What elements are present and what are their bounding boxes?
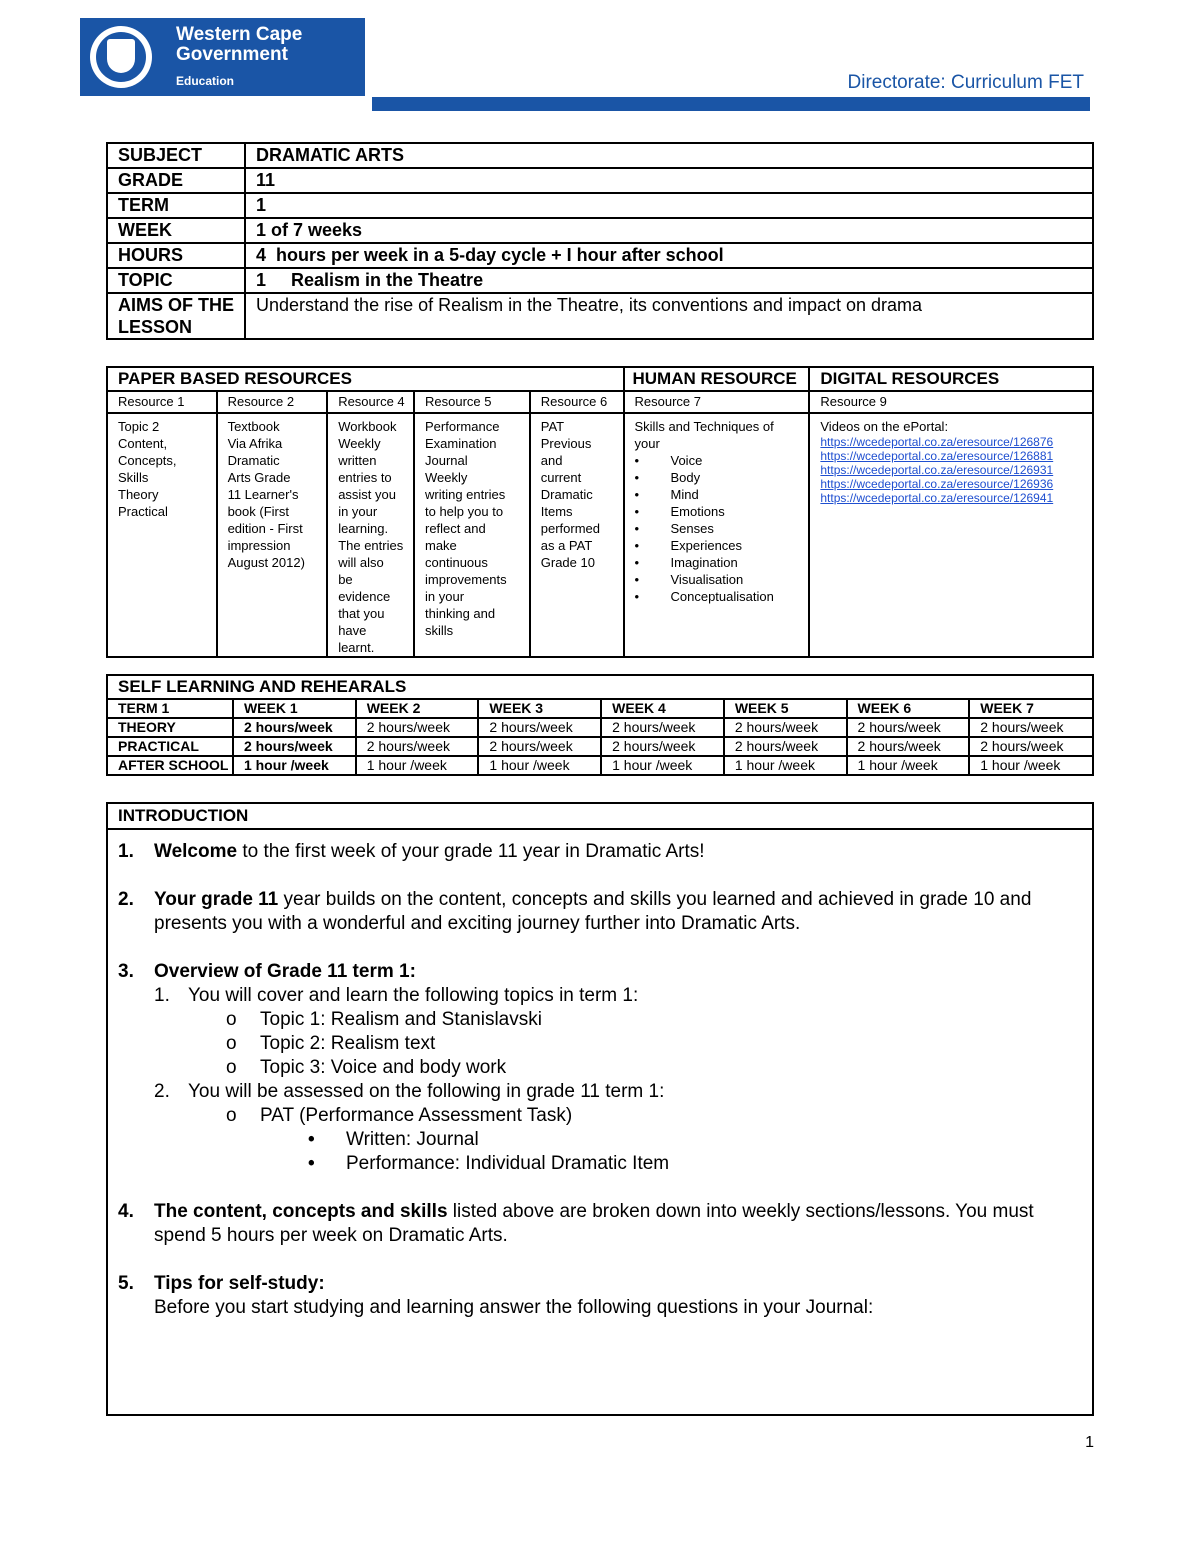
- resource-line: Weekly: [425, 470, 468, 485]
- header-rule: [372, 97, 1090, 111]
- resource-line: Practical: [118, 504, 168, 519]
- week-header: WEEK 4: [601, 699, 724, 718]
- resources-table: [106, 366, 1094, 658]
- eportal-video-link[interactable]: https://wcedeportal.co.za/eresource/126936: [820, 477, 1054, 491]
- skill-item: • Senses: [635, 520, 809, 537]
- subject-label: TERM: [107, 193, 245, 218]
- subject-value: 1 of 7 weeks: [245, 218, 1093, 243]
- schedule-cell: PRACTICAL: [107, 737, 233, 756]
- resource-4-content: [327, 413, 414, 657]
- resource-name: Resource 7: [624, 391, 810, 413]
- schedule-cell: 1 hour /week: [233, 756, 356, 775]
- introduction-heading: INTRODUCTION: [107, 803, 1093, 829]
- resource-6-content: [530, 413, 624, 657]
- subject-value: 4 hours per week in a 5-day cycle + I hour after school: [245, 243, 1093, 268]
- resource-line: Items: [540, 504, 573, 519]
- resource-line: Grade 10: [540, 555, 595, 570]
- wcg-logo: [80, 18, 365, 96]
- intro-item-4: 4. The content, concepts and skills listed above are broken down into weekly sections/lessons. You must spend 5 hours per week on Dramatic Arts.: [118, 1201, 1034, 1246]
- schedule-cell: 1 hour /week: [724, 756, 847, 775]
- schedule-cell: 1 hour /week: [601, 756, 724, 775]
- subject-label: TOPIC: [107, 268, 245, 293]
- resource-line: edition - First: [227, 521, 303, 536]
- self-learning-table: [106, 674, 1094, 776]
- skill-item: • Mind: [635, 486, 809, 503]
- eportal-video-link[interactable]: https://wcedeportal.co.za/eresource/126941: [820, 491, 1054, 505]
- aims-value: Understand the rise of Realism in the Theatre, its conventions and impact on drama: [245, 293, 1093, 339]
- resource-9-content: [809, 413, 1093, 657]
- topics-sublist: 1. You will cover and learn the following topics in term 1:: [154, 985, 639, 1006]
- resource-line: Performance: [425, 419, 500, 434]
- resource-line: The entries: [338, 538, 404, 553]
- schedule-cell: 2 hours/week: [478, 718, 601, 737]
- skill-item: • Body: [635, 469, 809, 486]
- resource-line: skills: [425, 623, 454, 638]
- resource-line: Previous: [540, 436, 592, 451]
- schedule-cell: 2 hours/week: [847, 718, 970, 737]
- resource-line: your: [634, 436, 660, 451]
- schedule-cell: 2 hours/week: [356, 737, 479, 756]
- schedule-cell: AFTER SCHOOL: [107, 756, 233, 775]
- resource-line: current: [540, 470, 582, 485]
- eportal-video-link[interactable]: https://wcedeportal.co.za/eresource/126881: [820, 449, 1054, 463]
- resource-line: continuous: [425, 555, 488, 570]
- intro-item-2: 2. Your grade 11 year builds on the content, concepts and skills you learned and achieved in grade 10 and presents you with a wonderful and exciting journey further into Dramatic Arts.: [118, 889, 1032, 934]
- resource-line: Concepts,: [118, 453, 177, 468]
- schedule-cell: 1 hour /week: [969, 756, 1093, 775]
- introduction-box: [106, 802, 1094, 1416]
- pat-written: • Written: Journal: [154, 1128, 1082, 1152]
- topic-2: o Topic 2: Realism text: [154, 1032, 1082, 1056]
- week-header: WEEK 3: [478, 699, 601, 718]
- schedule-cell: 2 hours/week: [601, 718, 724, 737]
- resource-name: Resource 9: [809, 391, 1093, 413]
- logo-line1: Western Cape: [176, 24, 303, 45]
- eportal-video-link[interactable]: https://wcedeportal.co.za/eresource/126876: [820, 435, 1054, 449]
- resource-line: Dramatic: [540, 487, 593, 502]
- resource-line: Dramatic: [227, 453, 280, 468]
- skill-item: • Conceptualisation: [635, 588, 809, 605]
- intro-item-1: 1. Welcome to the first week of your grade 11 year in Dramatic Arts!: [118, 841, 705, 862]
- logo-line2: Government: [176, 44, 288, 65]
- skill-item: • Emotions: [635, 503, 809, 520]
- schedule-cell: 2 hours/week: [969, 718, 1093, 737]
- directorate-label: Directorate: Curriculum FET: [847, 72, 1084, 93]
- week-header: TERM 1: [107, 699, 233, 718]
- resource-line: Weekly: [338, 436, 381, 451]
- resource-line: Workbook: [338, 419, 397, 434]
- schedule-cell: 1 hour /week: [847, 756, 970, 775]
- logo-line3: Education: [176, 74, 235, 88]
- skill-item: • Visualisation: [635, 571, 809, 588]
- resource-line: book (First: [227, 504, 289, 519]
- resource-line: Theory: [118, 487, 159, 502]
- subject-value: 1 Realism in the Theatre: [245, 268, 1093, 293]
- subject-table: [106, 142, 1094, 340]
- resource-line: make: [425, 538, 457, 553]
- intro-item-3: 3. Overview of Grade 11 term 1: 1. You will cover and learn the following topics in term 1: o Topic 1: Realism and Stanislavski o Topic 2: Realism text o Topic 3: Voice and body work 2. You will be assessed on the following in grade 11 term 1: o PAT (Performance Assessment Task) • Written: Journal • Performance: Individual Dramatic Item: [118, 960, 1082, 1176]
- resource-line: performed: [540, 521, 600, 536]
- eportal-video-link[interactable]: https://wcedeportal.co.za/eresource/126931: [820, 463, 1054, 477]
- subject-value: 1: [245, 193, 1093, 218]
- schedule-cell: 2 hours/week: [356, 718, 479, 737]
- resource-name: Resource 5: [414, 391, 530, 413]
- resource-line: have: [338, 623, 367, 638]
- page-number: 1: [1085, 1434, 1094, 1451]
- paper-resources-heading: PAPER BASED RESOURCES: [107, 367, 624, 391]
- human-resource-heading: HUMAN RESOURCE: [624, 367, 810, 391]
- self-learning-heading: SELF LEARNING AND REHEARALS: [107, 675, 1093, 699]
- schedule-cell: 1 hour /week: [478, 756, 601, 775]
- resource-line: writing entries: [425, 487, 506, 502]
- resource-line: be: [338, 572, 353, 587]
- resource-7-content: [624, 413, 810, 657]
- skill-item: • Voice: [635, 452, 809, 469]
- resource-line: written: [338, 453, 377, 468]
- resource-line: 11 Learner's: [227, 487, 299, 502]
- schedule-cell: 2 hours/week: [233, 718, 356, 737]
- skill-item: • Imagination: [635, 554, 809, 571]
- week-header: WEEK 1: [233, 699, 356, 718]
- resource-5-content: [414, 413, 530, 657]
- subject-label: HOURS: [107, 243, 245, 268]
- resource-line: Journal: [425, 453, 468, 468]
- digital-resources-heading: DIGITAL RESOURCES: [809, 367, 1093, 391]
- resource-line: learnt.: [338, 640, 375, 655]
- resource-line: to help you to: [425, 504, 504, 519]
- resource-line: and: [540, 453, 563, 468]
- resource-line: Topic 2: [118, 419, 160, 434]
- resource-line: learning.: [338, 521, 389, 536]
- schedule-cell: 2 hours/week: [601, 737, 724, 756]
- resource-line: in your: [425, 589, 465, 604]
- resource-line: will also: [338, 555, 384, 570]
- resource-name: Resource 4: [327, 391, 414, 413]
- subject-label: WEEK: [107, 218, 245, 243]
- resource-line: Examination: [425, 436, 497, 451]
- intro-item-5: 5. Tips for self-study: Before you start studying and learning answer the following questions in your Journal:: [118, 1273, 874, 1318]
- subject-value: 11: [245, 168, 1093, 193]
- skill-item: • Experiences: [635, 537, 809, 554]
- week-header: WEEK 6: [847, 699, 970, 718]
- resource-line: as a PAT: [540, 538, 593, 553]
- subject-label: SUBJECT: [107, 143, 245, 168]
- resource-line: entries to: [338, 470, 392, 485]
- resource-2-content: [217, 413, 328, 657]
- topic-1: o Topic 1: Realism and Stanislavski: [154, 1008, 1082, 1032]
- week-header: WEEK 2: [356, 699, 479, 718]
- resource-line: improvements: [425, 572, 507, 587]
- resource-line: August 2012): [227, 555, 305, 570]
- week-header: WEEK 7: [969, 699, 1093, 718]
- resource-name: Resource 2: [217, 391, 328, 413]
- schedule-cell: 2 hours/week: [233, 737, 356, 756]
- resource-line: Content,: [118, 436, 168, 451]
- resource-line: thinking and: [425, 606, 496, 621]
- schedule-cell: 2 hours/week: [724, 737, 847, 756]
- resource-line: assist you: [338, 487, 396, 502]
- resource-line: PAT: [540, 419, 565, 434]
- aims-label: AIMS OF THE LESSON: [107, 293, 245, 339]
- resource-line: Skills and Techniques of: [634, 419, 774, 434]
- crest-icon: [90, 26, 152, 88]
- week-header: WEEK 5: [724, 699, 847, 718]
- schedule-cell: 2 hours/week: [969, 737, 1093, 756]
- schedule-cell: 2 hours/week: [847, 737, 970, 756]
- schedule-cell: 2 hours/week: [478, 737, 601, 756]
- resource-line: impression: [227, 538, 291, 553]
- subject-value: DRAMATIC ARTS: [245, 143, 1093, 168]
- resource-line: evidence: [338, 589, 391, 604]
- resource-line: Via Afrika: [227, 436, 283, 451]
- pat-performance: • Performance: Individual Dramatic Item: [154, 1152, 1082, 1176]
- schedule-cell: 1 hour /week: [356, 756, 479, 775]
- resource-line: Textbook: [227, 419, 280, 434]
- resource-name: Resource 6: [530, 391, 624, 413]
- videos-label: Videos on the ePortal:: [820, 419, 949, 434]
- assessment-sublist: 2. You will be assessed on the following in grade 11 term 1:: [154, 1081, 665, 1102]
- schedule-cell: 2 hours/week: [724, 718, 847, 737]
- resource-line: in your: [338, 504, 378, 519]
- schedule-cell: THEORY: [107, 718, 233, 737]
- resource-line: that you: [338, 606, 385, 621]
- resource-1-content: [107, 413, 217, 657]
- subject-label: GRADE: [107, 168, 245, 193]
- resource-name: Resource 1: [107, 391, 217, 413]
- resource-line: reflect and: [425, 521, 486, 536]
- topic-3: o Topic 3: Voice and body work: [154, 1056, 1082, 1080]
- pat-item: o PAT (Performance Assessment Task): [154, 1104, 1082, 1128]
- resource-line: Arts Grade: [227, 470, 291, 485]
- resource-line: Skills: [118, 470, 149, 485]
